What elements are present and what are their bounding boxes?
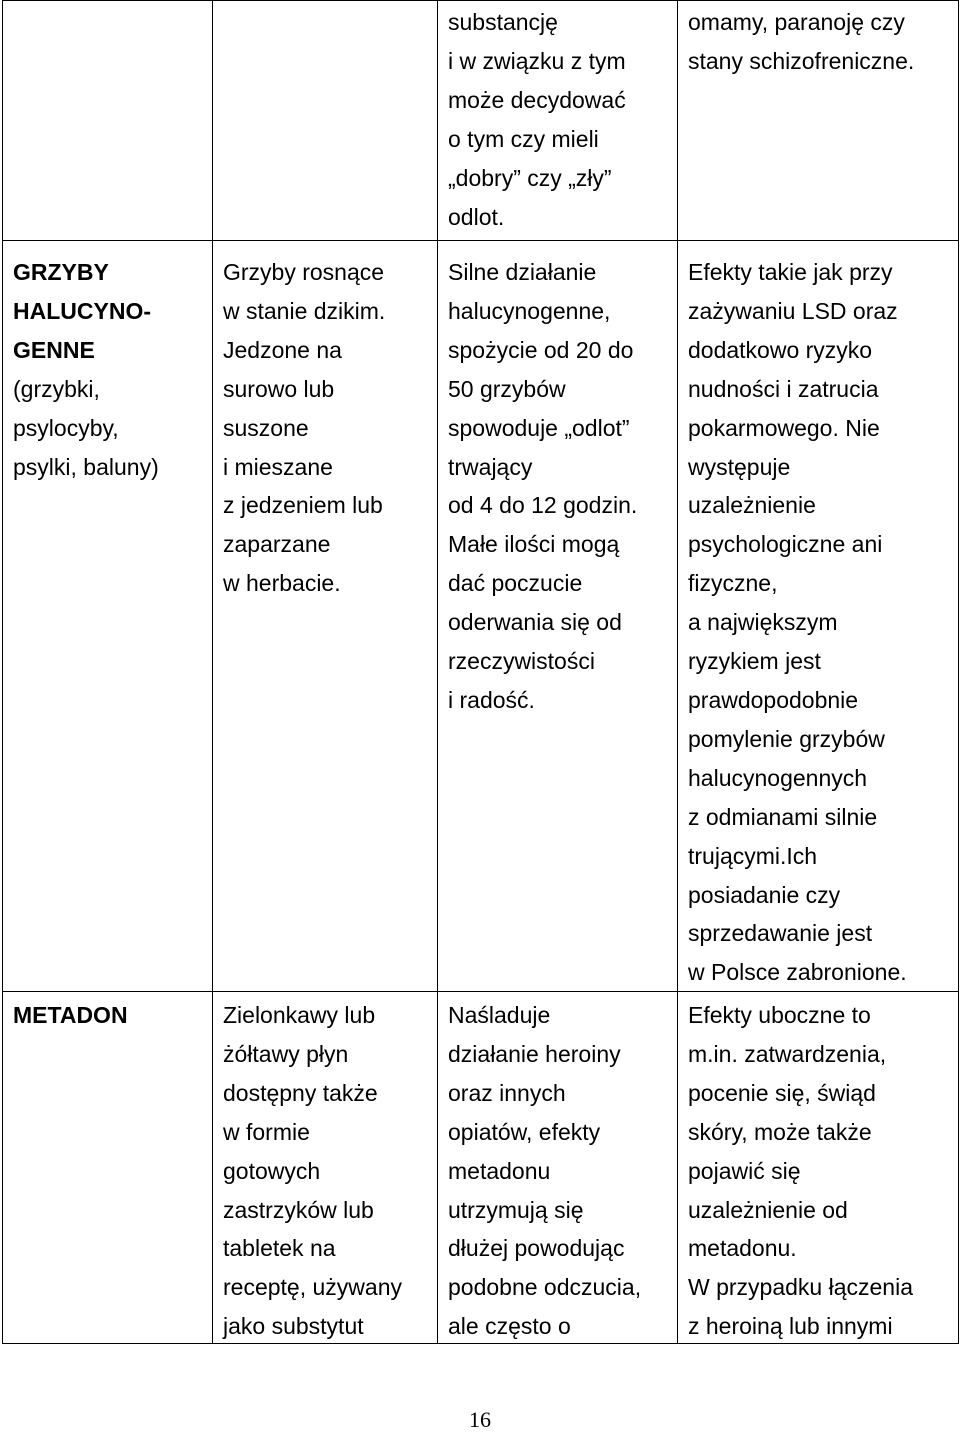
text-line: pomylenie grzybów	[688, 725, 885, 752]
text-line: utrzymują się	[448, 1196, 584, 1223]
text-line: (grzybki,	[13, 375, 100, 402]
text-line: ryzykiem jest	[688, 648, 821, 675]
text-line: suszone	[223, 414, 309, 441]
text-line: metadonu.	[688, 1235, 797, 1262]
text-line: i w związku z tym	[448, 47, 626, 74]
text-line: omamy, paranoję czy	[688, 9, 905, 35]
table-row-continued	[3, 1, 959, 241]
cell-content	[438, 1, 677, 240]
drug-name-cell	[3, 1, 213, 241]
text-line: skóry, może także	[688, 1118, 872, 1145]
text-line: od 4 do 12 godzin.	[448, 492, 638, 519]
text-line: spowoduje „odlot”	[448, 414, 630, 441]
text-line: może decydować	[448, 86, 626, 113]
text-line: gotowych	[223, 1157, 321, 1184]
drug-name-line: GENNE	[13, 336, 95, 363]
text-line: oraz innych	[448, 1079, 566, 1106]
text-line: ale często o	[448, 1313, 571, 1340]
text-line: posiadanie czy	[688, 881, 841, 908]
text-line: fizyczne,	[688, 570, 778, 597]
risks-cell	[678, 992, 959, 1344]
text-line: 50 grzybów	[448, 375, 566, 402]
cell-content	[3, 241, 212, 991]
text-line: stany schizofreniczne.	[688, 47, 915, 74]
text-line: trwający	[448, 453, 533, 480]
drug-name-cell	[3, 241, 213, 992]
text-line: pojawić się	[688, 1157, 801, 1184]
text-line: spożycie od 20 do	[448, 336, 634, 363]
text-line: Efekty takie jak przy	[688, 259, 893, 285]
text-line: z odmianami silnie	[688, 803, 878, 830]
text-line: w formie	[223, 1118, 310, 1145]
text-line: pokarmowego. Nie	[688, 414, 880, 441]
text-line: surowo lub	[223, 375, 335, 402]
page-number: 16	[469, 1407, 491, 1432]
text-line: psychologiczne ani	[688, 531, 883, 558]
cell-content	[678, 1, 958, 240]
text-line: Silne działanie	[448, 259, 597, 285]
text-line: rzeczywistości	[448, 648, 595, 675]
text-line: Grzyby rosnące	[223, 259, 385, 285]
cell-content	[3, 1, 212, 240]
text-line: substancję	[448, 9, 558, 35]
cell-content	[438, 241, 677, 991]
text-line: Efekty uboczne to	[688, 1002, 871, 1028]
drug-info-table	[2, 0, 959, 1344]
text-line: „dobry” czy „zły”	[448, 164, 612, 191]
text-line: halucynogenne,	[448, 297, 611, 324]
description-cell	[213, 1, 438, 241]
text-line: Małe ilości mogą	[448, 531, 620, 558]
text-line: działanie heroiny	[448, 1040, 621, 1067]
drug-name-line: METADON	[13, 1002, 128, 1028]
text-line: psylocyby,	[13, 414, 119, 441]
text-line: oderwania się od	[448, 609, 622, 636]
text-line: dać poczucie	[448, 570, 583, 597]
text-line: dłużej powodując	[448, 1235, 625, 1262]
text-line: pocenie się, świąd	[688, 1079, 876, 1106]
text-line: trującymi.Ich	[688, 842, 818, 869]
effects-cell	[438, 992, 678, 1344]
text-line: halucynogennych	[688, 764, 868, 791]
text-line: dodatkowo ryzyko	[688, 336, 873, 363]
text-line: tabletek na	[223, 1235, 336, 1262]
cell-content	[678, 992, 958, 1343]
table-row-grzyby	[3, 241, 959, 992]
text-line: metadonu	[448, 1157, 551, 1184]
cell-content	[3, 992, 212, 1343]
text-line: m.in. zatwardzenia,	[688, 1040, 887, 1067]
text-line: odlot.	[448, 203, 505, 230]
text-line: uzależnienie	[688, 492, 816, 519]
text-line: psylki, baluny)	[13, 453, 159, 480]
description-cell	[213, 241, 438, 992]
text-line: i mieszane	[223, 453, 333, 480]
text-line: w Polsce zabronione.	[688, 959, 907, 986]
text-line: zażywaniu LSD oraz	[688, 297, 898, 324]
text-line: W przypadku łączenia	[688, 1274, 913, 1301]
effects-cell	[438, 241, 678, 992]
text-line: nudności i zatrucia	[688, 375, 879, 402]
text-line: i radość.	[448, 686, 535, 713]
text-line: żółtawy płyn	[223, 1040, 349, 1067]
text-line: podobne odczucia,	[448, 1274, 642, 1301]
text-line: Jedzone na	[223, 336, 342, 363]
text-line: dostępny także	[223, 1079, 378, 1106]
text-line: w herbacie.	[223, 570, 341, 597]
cell-content	[438, 992, 677, 1343]
cell-content	[213, 241, 437, 991]
text-line: uzależnienie od	[688, 1196, 848, 1223]
risks-cell	[678, 241, 959, 992]
text-line: prawdopodobnie	[688, 686, 859, 713]
text-line: o tym czy mieli	[448, 125, 599, 152]
drug-name-cell	[3, 992, 213, 1344]
cell-content	[213, 992, 437, 1343]
cell-content	[678, 241, 958, 991]
text-line: Zielonkawy lub	[223, 1002, 376, 1028]
risks-cell	[678, 1, 959, 241]
text-line: receptę, używany	[223, 1274, 402, 1301]
cell-content	[213, 1, 437, 240]
text-line: występuje	[688, 453, 791, 480]
text-line: Naśladuje	[448, 1002, 551, 1028]
text-line: w stanie dzikim.	[223, 297, 386, 324]
drug-name-line: HALUCYNO-	[13, 297, 151, 324]
effects-cell	[438, 1, 678, 241]
table-body	[3, 1, 959, 1344]
text-line: a największym	[688, 609, 838, 636]
text-line: z jedzeniem lub	[223, 492, 383, 519]
text-line: opiatów, efekty	[448, 1118, 601, 1145]
text-line: zaparzane	[223, 531, 331, 558]
text-line: jako substytut	[223, 1313, 364, 1340]
drug-name-line: GRZYBY	[13, 259, 109, 285]
text-line: z heroiną lub innymi	[688, 1313, 893, 1340]
description-cell	[213, 992, 438, 1344]
text-line: zastrzyków lub	[223, 1196, 374, 1223]
text-line: sprzedawanie jest	[688, 920, 873, 947]
table-row-metadon	[3, 992, 959, 1344]
